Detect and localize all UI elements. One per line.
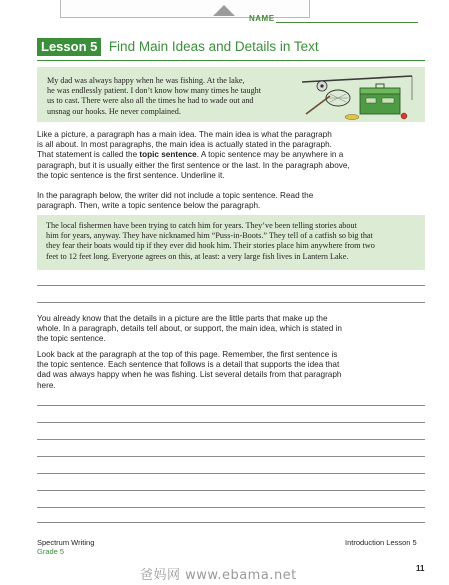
watermark: 爸妈网 www.ebama.net [140, 568, 297, 583]
details-write-line[interactable] [37, 490, 425, 491]
intro-line: paragraph, but it is usually either the first sentence or the last. In the paragraph above, [37, 160, 350, 170]
passage-1-text [47, 76, 307, 117]
intro-line [37, 150, 427, 160]
details-line: whole. In a paragraph, details tell about, or support, the main idea, which is stated in [37, 324, 342, 334]
details-paragraph [37, 314, 427, 345]
passage-2-line: feet to 12 feet long. Everyone agrees on this, at least: a very large fish lives in Lantern Lake. [46, 251, 349, 261]
intro-line: the topic sentence is the first sentence. Underline it. [37, 170, 225, 180]
fishing-gear-illustration-icon [300, 70, 415, 122]
instruction-line: Look back at the paragraph at the top of this page. Remember, the first sentence is [37, 350, 338, 359]
lesson-badge: Lesson 5 [37, 38, 101, 56]
instruction-line: paragraph. Then, write a topic sentence below the paragraph. [37, 201, 261, 211]
instruction-line: dad was always happy when he was fishing. List several details from that paragraph [37, 370, 342, 380]
footer-grade: Grade 5 [37, 547, 65, 556]
details-write-line[interactable] [37, 473, 425, 474]
intro-line: is all about. In most paragraphs, the main idea is actually stated in the paragraph. [37, 140, 332, 150]
page-title: Find Main Ideas and Details in Text [108, 39, 319, 54]
passage-2-text [46, 221, 421, 262]
details-write-line[interactable] [37, 507, 425, 508]
passage-2-line: The local fishermen have been trying to catch him for years. They’ve been telling stories about [46, 221, 357, 230]
topic-sentence-write-line[interactable] [37, 285, 425, 286]
intro-paragraph [37, 130, 427, 181]
passage-1-line: unsnag our hooks. He never complained. [47, 106, 181, 116]
name-write-line[interactable] [276, 22, 418, 23]
passage-1-line: My dad was always happy when he was fishing. At the lake, [47, 76, 245, 85]
details-write-line[interactable] [37, 405, 425, 406]
details-line: the topic sentence. [37, 334, 106, 344]
title-rule [37, 60, 425, 61]
details-write-line[interactable] [37, 439, 425, 440]
topic-sentence-term: topic sentence [139, 150, 197, 160]
triangle-up-icon [213, 5, 235, 16]
footer-book-title: Spectrum Writing [37, 538, 95, 547]
topic-sentence-write-line[interactable] [37, 302, 425, 303]
instruction-2 [37, 350, 427, 391]
instruction-1 [37, 191, 427, 211]
lesson-title-row [37, 38, 319, 58]
footer-left [37, 538, 94, 556]
details-write-line[interactable] [37, 522, 425, 523]
passage-2-line: they fear their boats would tip if they ever did hook him. Their stories place him anywhere from two [46, 241, 375, 251]
page-number: 11 [416, 564, 425, 573]
instruction-line: the topic sentence. Each sentence that follows is a detail that supports the idea that [37, 360, 340, 370]
details-write-line[interactable] [37, 456, 425, 457]
intro-text: . A topic sentence may be anywhere in a [196, 150, 344, 160]
instruction-line: In the paragraph below, the writer did not include a topic sentence. Read the [37, 191, 314, 200]
instruction-line: here. [37, 380, 56, 390]
passage-1-line: he was endlessly patient. I don’t know how many times he taught [47, 86, 262, 96]
passage-box-2 [37, 215, 425, 270]
intro-text: That statement is called the [37, 150, 140, 160]
details-write-line[interactable] [37, 422, 425, 423]
details-line: You already know that the details in a picture are the little parts that make up the [37, 314, 328, 323]
name-label: NAME [249, 14, 275, 23]
intro-line: Like a picture, a paragraph has a main idea. The main idea is what the paragraph [37, 130, 332, 139]
passage-2-line: him for years, anyway. They have nicknamed him “Puss-in-Boots.” They tell of a catfish so big that [46, 231, 373, 241]
passage-1-line: us to cast. There were also all the times he had to wade out and [47, 96, 254, 106]
footer-right: Introduction Lesson 5 [345, 538, 417, 547]
